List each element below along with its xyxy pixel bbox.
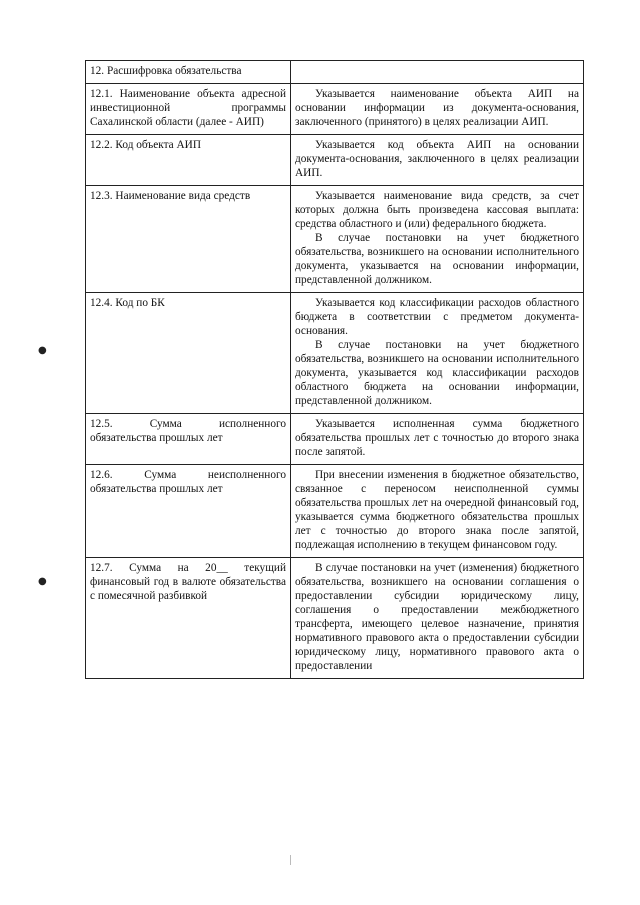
field-description-cell [291, 293, 584, 414]
field-description-cell [291, 414, 584, 465]
description-paragraph: В случае постановки на учет бюджетного обязательства, возникшего на основании исполнительного документа, указывается на основании информации, представленной должником. [295, 232, 579, 286]
table-row [86, 84, 584, 135]
field-name-cell: 12.6. Сумма неисполненного обязательства прошлых лет [86, 465, 291, 558]
field-description-cell [291, 84, 584, 135]
field-name-cell: 12.4. Код по БК [86, 293, 291, 414]
table-row [86, 414, 584, 465]
description-paragraph: При внесении изменения в бюджетное обязательство, связанное с переносом неисполненной суммы обязательства прошлых лет на очередной финансовый год, указывается сумма бюджетного обязательства прошлых лет с точностью до второго знака после запятой, подлежащая исполнению в текущем финансовом году. [295, 469, 579, 551]
table-row [86, 186, 584, 293]
scan-artifact-dot: ● [38, 345, 47, 356]
field-description-cell [291, 135, 584, 186]
field-description-cell [291, 558, 584, 679]
table-row [86, 465, 584, 558]
scan-fold-mark [290, 855, 291, 865]
table-row [86, 61, 584, 84]
description-paragraph: Указывается наименование вида средств, за счет которых должна быть произведена кассовая выплата: средства областного и (или) федерального бюджета. [295, 190, 579, 230]
field-description-cell [291, 465, 584, 558]
field-description-cell [291, 186, 584, 293]
field-name-cell: 12.3. Наименование вида средств [86, 186, 291, 293]
description-paragraph: Указывается исполненная сумма бюджетного обязательства прошлых лет с точностью до второго знака после запятой. [295, 418, 579, 458]
field-name-cell: 12.2. Код объекта АИП [86, 135, 291, 186]
scan-artifact-dot: ● [38, 576, 47, 587]
obligation-breakdown-table [85, 60, 584, 679]
table-row [86, 135, 584, 186]
field-description-cell [291, 61, 584, 84]
table-row [86, 293, 584, 414]
description-paragraph: В случае постановки на учет бюджетного обязательства, возникшего на основании исполнительного документа, указывается код классификации расходов областного бюджета на основании информации, представленной должником. [295, 339, 579, 407]
field-name-cell: 12.1. Наименование объекта адресной инвестиционной программы Сахалинской области (далее - АИП) [86, 84, 291, 135]
description-paragraph: Указывается наименование объекта АИП на основании информации из документа-основания, заключенного (принятого) в целях реализации АИП. [295, 88, 579, 128]
field-name-cell: 12.7. Сумма на 20__ текущий финансовый год в валюте обязательства с помесячной разбивкой [86, 558, 291, 679]
description-paragraph: Указывается код объекта АИП на основании документа-основания, заключенного в целях реализации АИП. [295, 139, 579, 179]
description-paragraph: В случае постановки на учет (изменения) бюджетного обязательства, возникшего на основании соглашения о предоставлении субсидии юридическому лицу, соглашения о предоставлении межбюджетного трансферта, имеющего целевое назначение, принятия нормативного правового акта о предоставлении субсидии юридическому лицу, нормативного правового акта о предоставлении [295, 562, 579, 672]
table-row [86, 558, 584, 679]
description-paragraph: Указывается код классификации расходов областного бюджета в соответствии с предметом документа-основания. [295, 297, 579, 337]
field-name-cell: 12.5. Сумма исполненного обязательства прошлых лет [86, 414, 291, 465]
field-name-cell: 12. Расшифровка обязательства [86, 61, 291, 84]
